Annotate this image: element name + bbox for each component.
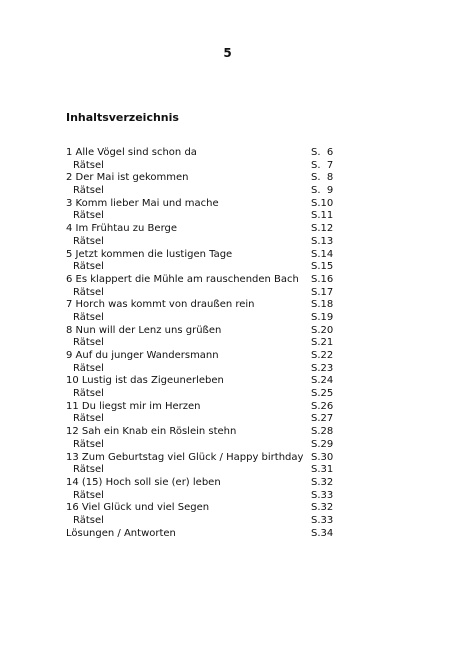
toc-entry-page: S.11 [311,210,334,222]
toc-entry-label: Rätsel [73,489,104,501]
toc-entry-page: S.24 [311,375,334,387]
toc-entry-song [66,350,350,363]
toc-entry-song [66,274,350,287]
toc-list [66,147,350,540]
toc-entry-page: S.31 [311,464,334,476]
toc-entry-page: S.13 [311,235,334,247]
toc-entry-song [66,375,350,388]
toc-entry-song [66,325,350,338]
toc-entry-label: 16 Viel Glück und viel Segen [66,502,210,514]
toc-entry-label: Rätsel [73,413,104,425]
toc-entry-song [66,401,350,414]
toc-entry-quiz [66,261,350,274]
toc-entry-label: 7 Horch was kommt von draußen rein [66,299,255,311]
toc-entry-quiz [66,464,350,477]
toc-entry-label: Rätsel [73,337,104,349]
toc-entry-page: S.12 [311,223,334,235]
toc-entry-label: Rätsel [73,311,104,323]
toc-entry-quiz [66,490,350,503]
toc-entry-label: Rätsel [73,261,104,273]
toc-entry-label: Lösungen / Antworten [66,527,176,539]
toc-entry-label: Rätsel [73,438,104,450]
toc-entry-quiz [66,515,350,528]
toc-entry-label: Rätsel [73,235,104,247]
toc-entry-song [66,198,350,211]
toc-entry-label: 8 Nun will der Lenz uns grüßen [66,324,222,336]
toc-entry-page: S.34 [311,527,334,539]
toc-entry-song [66,223,350,236]
toc-entry-label: 1 Alle Vögel sind schon da [66,147,197,158]
toc-entry-song [66,172,350,185]
toc-entry-label: 13 Zum Geburtstag viel Glück / Happy birthday [66,451,304,463]
toc-entry-label: 2 Der Mai ist gekommen [66,172,189,184]
toc-entry-song [66,147,350,160]
toc-entry-label: 3 Komm lieber Mai und mache [66,197,219,209]
toc-entry-label: 6 Es klappert die Mühle am rauschenden Bach [66,273,299,285]
toc-entry-label: 11 Du liegst mir im Herzen [66,400,201,412]
toc-entry-label: 14 (15) Hoch soll sie (er) leben [66,476,221,488]
toc-title: Inhaltsverzeichnis [66,111,179,124]
toc-entry-label: Rätsel [73,210,104,222]
toc-entry-page: S.32 [311,502,334,514]
toc-entry-page: S.33 [311,489,334,501]
toc-entry-song [66,299,350,312]
toc-entry-page: S.26 [311,400,334,412]
toc-entry-page: S.30 [311,451,334,463]
toc-entry-quiz [66,210,350,223]
toc-entry-quiz [66,160,350,173]
toc-entry-song [66,452,350,465]
toc-entry-label: 4 Im Frühtau zu Berge [66,223,178,235]
toc-entry-page: S. 9 [311,185,334,197]
toc-entry-page: S. 7 [311,159,334,171]
toc-entry-label: 9 Auf du junger Wandersmann [66,350,219,361]
toc-entry-page: S. 6 [311,147,334,158]
toc-entry-song [66,528,350,541]
toc-entry-page: S.16 [311,273,334,285]
toc-entry-quiz [66,312,350,325]
toc-entry-label: Rätsel [73,362,104,374]
toc-entry-song [66,249,350,262]
toc-entry-song [66,477,350,490]
toc-entry-label: Rätsel [73,514,104,526]
toc-entry-quiz [66,388,350,401]
toc-entry-label: Rätsel [73,185,104,197]
toc-entry-page: S.21 [311,337,334,349]
toc-entry-page: S. 8 [311,172,334,184]
toc-entry-page: S.22 [311,350,334,361]
toc-entry-page: S.27 [311,413,334,425]
toc-entry-label: Rätsel [73,388,104,400]
toc-entry-song [66,502,350,515]
toc-entry-quiz [66,439,350,452]
toc-entry-quiz [66,287,350,300]
toc-entry-page: S.15 [311,261,334,273]
toc-entry-quiz [66,236,350,249]
toc-entry-page: S.32 [311,476,334,488]
toc-entry-quiz [66,185,350,198]
toc-entry-page: S.14 [311,248,334,260]
toc-entry-page: S.33 [311,514,334,526]
toc-entry-quiz [66,337,350,350]
toc-entry-page: S.23 [311,362,334,374]
toc-entry-page: S.18 [311,299,334,311]
toc-entry-label: 10 Lustig ist das Zigeunerleben [66,375,224,387]
toc-entry-page: S.17 [311,286,334,298]
toc-entry-label: 12 Sah ein Knab ein Röslein stehn [66,426,237,438]
toc-entry-label: 5 Jetzt kommen die lustigen Tage [66,248,233,260]
toc-entry-quiz [66,413,350,426]
toc-entry-page: S.10 [311,197,334,209]
toc-entry-song [66,426,350,439]
toc-entry-label: Rätsel [73,286,104,298]
toc-entry-page: S.29 [311,438,334,450]
toc-entry-page: S.25 [311,388,334,400]
toc-entry-label: Rätsel [73,464,104,476]
page-number: 5 [223,46,232,60]
toc-entry-page: S.19 [311,311,334,323]
toc-entry-page: S.20 [311,324,334,336]
toc-entry-quiz [66,363,350,376]
toc-entry-label: Rätsel [73,159,104,171]
toc-entry-page: S.28 [311,426,334,438]
